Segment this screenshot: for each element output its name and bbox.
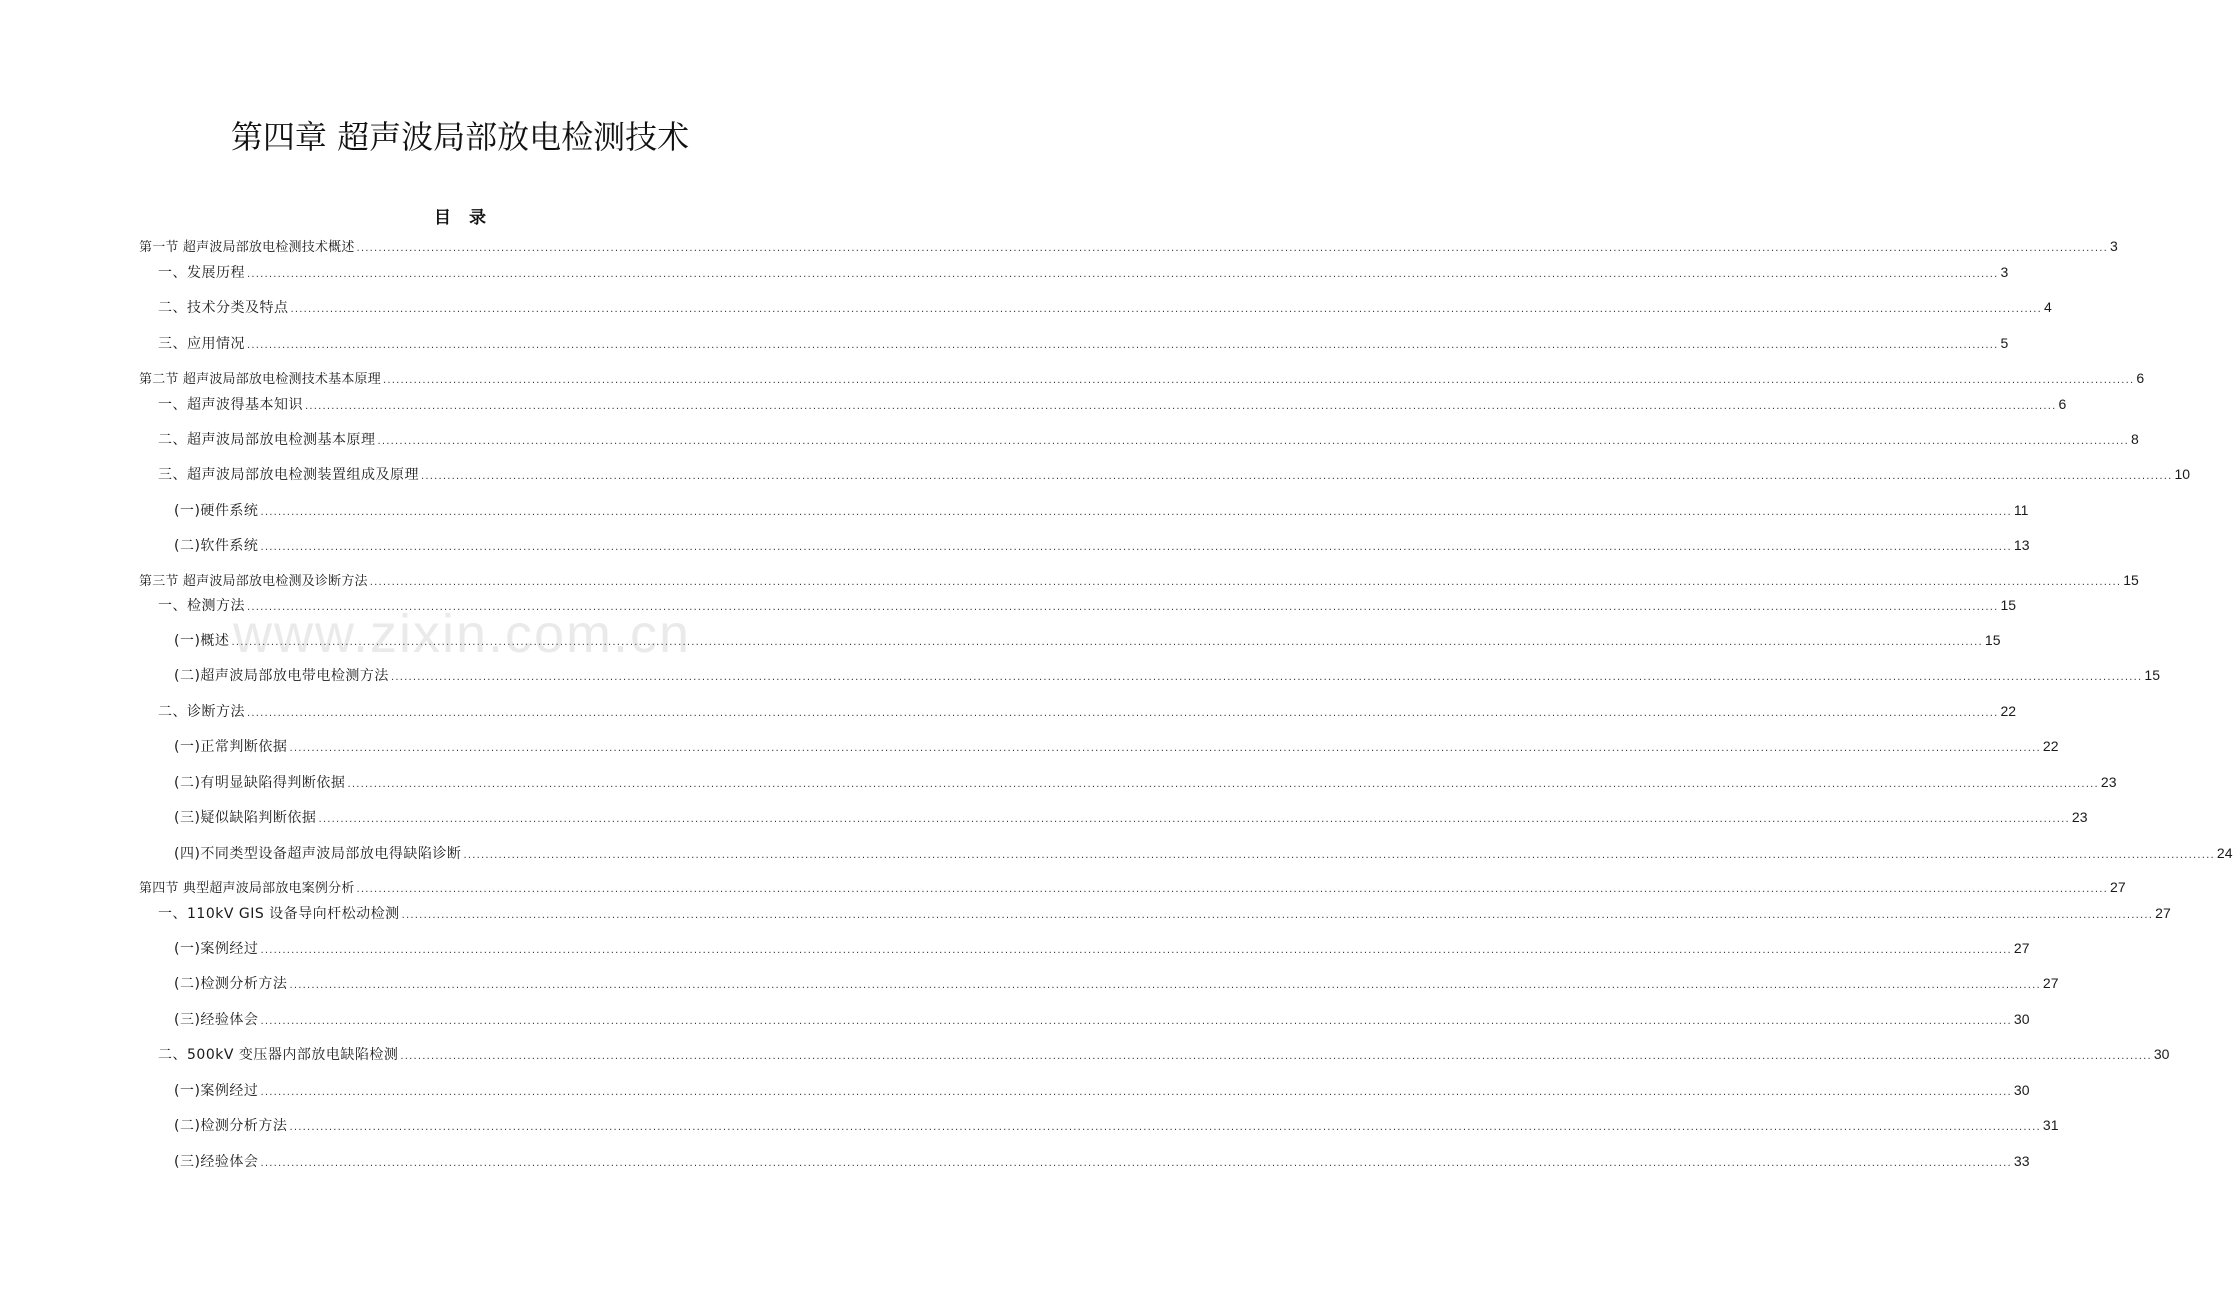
toc-entry[interactable] [174, 630, 2001, 650]
toc-leader-dots: ................................................................................................................................................................................................................................................................................................................................................................................................................ [382, 375, 2135, 386]
toc-entry[interactable] [174, 772, 2117, 792]
toc-entry-title: 一、超声波得基本知识 [158, 397, 303, 413]
toc-entry-page: 15 [2144, 667, 2160, 683]
toc-entry-page: 4 [2043, 299, 2052, 315]
toc-leader-dots: ................................................................................................................................................................................................................................................................................................................................................................................................................ [390, 672, 2143, 683]
toc-entry-title: 一、110kV GIS 设备导向杆松动检测 [158, 906, 400, 922]
toc-entry-title: 二、技术分类及特点 [158, 300, 289, 316]
toc-entry[interactable] [139, 877, 2126, 897]
toc-entry[interactable] [158, 394, 2067, 414]
toc-leader-dots: ................................................................................................................................................................................................................................................................................................................................................................................................................ [260, 542, 2012, 553]
toc-entry-title: (一)案例经过 [174, 1083, 259, 1099]
toc-leader-dots: ................................................................................................................................................................................................................................................................................................................................................................................................................ [260, 1016, 2012, 1027]
toc-entry[interactable] [174, 1115, 2059, 1135]
toc-entry-page: 23 [2100, 774, 2117, 790]
toc-leader-dots: ................................................................................................................................................................................................................................................................................................................................................................................................................ [231, 637, 1983, 648]
toc-entry[interactable] [158, 429, 2139, 449]
toc-entry[interactable] [139, 570, 2139, 590]
toc-entry-title: 三、超声波局部放电检测装置组成及原理 [158, 467, 419, 483]
toc-entry-page: 23 [2071, 809, 2088, 825]
toc-entry-title: (一)正常判断依据 [174, 739, 288, 755]
toc-entry-title: 二、超声波局部放电检测基本原理 [158, 432, 376, 448]
toc-leader-dots: ................................................................................................................................................................................................................................................................................................................................................................................................................ [260, 945, 2012, 956]
toc-leader-dots: ................................................................................................................................................................................................................................................................................................................................................................................................................ [377, 436, 2129, 447]
toc-entry-page: 27 [2155, 905, 2171, 921]
toc-entry-title: (三)疑似缺陷判断依据 [174, 810, 317, 826]
toc-leader-dots: ................................................................................................................................................................................................................................................................................................................................................................................................................ [247, 269, 1999, 280]
toc-entry-title: (一)案例经过 [174, 941, 259, 957]
toc-leader-dots: ................................................................................................................................................................................................................................................................................................................................................................................................................ [289, 743, 2041, 754]
toc-leader-dots: ................................................................................................................................................................................................................................................................................................................................................................................................................ [400, 1051, 2152, 1062]
toc-entry-title: (二)检测分析方法 [174, 1118, 288, 1134]
toc-entry[interactable] [174, 1009, 2030, 1029]
toc-entry-page: 31 [2042, 1117, 2059, 1133]
toc-leader-dots: ................................................................................................................................................................................................................................................................................................................................................................................................................ [247, 340, 1999, 351]
toc-entry-page: 13 [2013, 537, 2030, 553]
toc-entry[interactable] [158, 1044, 2170, 1064]
toc-entry[interactable] [158, 297, 2052, 317]
toc-leader-dots: ................................................................................................................................................................................................................................................................................................................................................................................................................ [305, 401, 2057, 412]
toc-entry-page: 24 [2216, 845, 2233, 861]
toc-entry-page: 30 [2013, 1082, 2030, 1098]
toc-entry-page: 11 [2013, 502, 2029, 518]
toc-entry-title: 第三节 超声波局部放电检测及诊断方法 [139, 574, 368, 589]
toc-leader-dots: ................................................................................................................................................................................................................................................................................................................................................................................................................ [247, 708, 1999, 719]
toc-entry[interactable] [158, 903, 2171, 923]
toc-leader-dots: ................................................................................................................................................................................................................................................................................................................................................................................................................ [421, 471, 2173, 482]
toc-leader-dots: ................................................................................................................................................................................................................................................................................................................................................................................................................ [260, 1087, 2012, 1098]
toc-entry-title: (一)硬件系统 [174, 503, 259, 519]
toc-entry[interactable] [174, 807, 2088, 827]
toc-entry[interactable] [158, 262, 2009, 282]
toc-entry[interactable] [174, 843, 2233, 863]
toc-entry[interactable] [158, 464, 2191, 484]
toc-entry-page: 30 [2153, 1046, 2170, 1062]
toc-leader-dots: ................................................................................................................................................................................................................................................................................................................................................................................................................ [356, 884, 2109, 895]
toc-entry[interactable] [174, 500, 2029, 520]
toc-entry-page: 22 [2042, 738, 2059, 754]
toc-leader-dots: ................................................................................................................................................................................................................................................................................................................................................................................................................ [369, 577, 2122, 588]
toc-entry-page: 8 [2130, 431, 2139, 447]
toc-entry-page: 6 [2136, 370, 2145, 386]
toc-leader-dots: ................................................................................................................................................................................................................................................................................................................................................................................................................ [401, 910, 2154, 921]
toc-entry[interactable] [174, 973, 2059, 993]
toc-entry-title: 一、检测方法 [158, 598, 245, 614]
toc-entry[interactable] [158, 333, 2009, 353]
toc-entry-page: 30 [2013, 1011, 2030, 1027]
toc-entry-page: 33 [2013, 1153, 2030, 1169]
toc-entry-page: 27 [2042, 975, 2059, 991]
toc-leader-dots: ................................................................................................................................................................................................................................................................................................................................................................................................................ [356, 243, 2109, 254]
toc-entry-title: (三)经验体会 [174, 1154, 259, 1170]
toc-entry-page: 5 [2000, 335, 2009, 351]
toc-leader-dots: ................................................................................................................................................................................................................................................................................................................................................................................................................ [260, 1158, 2012, 1169]
toc-entry[interactable] [139, 236, 2118, 256]
toc-entry[interactable] [158, 595, 2017, 615]
toc-leader-dots: ................................................................................................................................................................................................................................................................................................................................................................................................................ [247, 602, 1999, 613]
toc-entry-page: 10 [2174, 466, 2191, 482]
toc-entry[interactable] [174, 1080, 2030, 1100]
toc-entry-page: 6 [2058, 396, 2067, 412]
toc-entry-title: 第二节 超声波局部放电检测技术基本原理 [139, 372, 381, 387]
toc-leader-dots: ................................................................................................................................................................................................................................................................................................................................................................................................................ [318, 814, 2070, 825]
toc-entry-title: 三、应用情况 [158, 336, 245, 352]
toc-entry-title: 一、发展历程 [158, 265, 245, 281]
toc-entry-page: 15 [1984, 632, 2001, 648]
toc-entry-title: (二)软件系统 [174, 538, 259, 554]
toc-entry-title: (四)不同类型设备超声波局部放电得缺陷诊断 [174, 846, 462, 862]
toc-entry-page: 27 [2013, 940, 2030, 956]
toc-entry-page: 3 [2000, 264, 2009, 280]
toc-entry-title: (二)检测分析方法 [174, 976, 288, 992]
toc-leader-dots: ................................................................................................................................................................................................................................................................................................................................................................................................................ [289, 1122, 2041, 1133]
toc-entry[interactable] [174, 1151, 2030, 1171]
toc-entry-title: (二)有明显缺陷得判断依据 [174, 775, 346, 791]
toc-leader-dots: ................................................................................................................................................................................................................................................................................................................................................................................................................ [347, 779, 2099, 790]
chapter-title: 第四章 超声波局部放电检测技术 [230, 118, 690, 156]
toc-entry-title: 第一节 超声波局部放电检测技术概述 [139, 240, 355, 255]
toc-entry[interactable] [139, 368, 2145, 388]
toc-entry[interactable] [174, 665, 2160, 685]
toc-entry-title: 第四节 典型超声波局部放电案例分析 [139, 881, 355, 896]
toc-entry-page: 27 [2110, 879, 2126, 895]
toc-leader-dots: ................................................................................................................................................................................................................................................................................................................................................................................................................ [463, 850, 2215, 861]
toc-entry-page: 22 [2000, 703, 2017, 719]
toc-entry-title: (三)经验体会 [174, 1012, 259, 1028]
toc-entry[interactable] [158, 701, 2017, 721]
toc-entry[interactable] [174, 938, 2030, 958]
toc-entry-title: 二、500kV 变压器内部放电缺陷检测 [158, 1047, 399, 1063]
toc-entry-title: (一)概述 [174, 633, 230, 649]
toc-leader-dots: ................................................................................................................................................................................................................................................................................................................................................................................................................ [260, 507, 2012, 518]
toc-heading: 目 录 [434, 208, 486, 228]
toc-entry-page: 15 [2123, 572, 2139, 588]
toc-leader-dots: ................................................................................................................................................................................................................................................................................................................................................................................................................ [289, 980, 2041, 991]
toc-entry-page: 3 [2110, 238, 2118, 254]
toc-entry[interactable] [174, 736, 2059, 756]
toc-entry-title: 二、诊断方法 [158, 704, 245, 720]
toc-entry[interactable] [174, 535, 2030, 555]
watermark: www.zixin.com.cn [232, 604, 692, 664]
toc-entry-title: (二)超声波局部放电带电检测方法 [174, 668, 389, 684]
toc-leader-dots: ................................................................................................................................................................................................................................................................................................................................................................................................................ [290, 304, 2042, 315]
toc-entry-page: 15 [2000, 597, 2017, 613]
